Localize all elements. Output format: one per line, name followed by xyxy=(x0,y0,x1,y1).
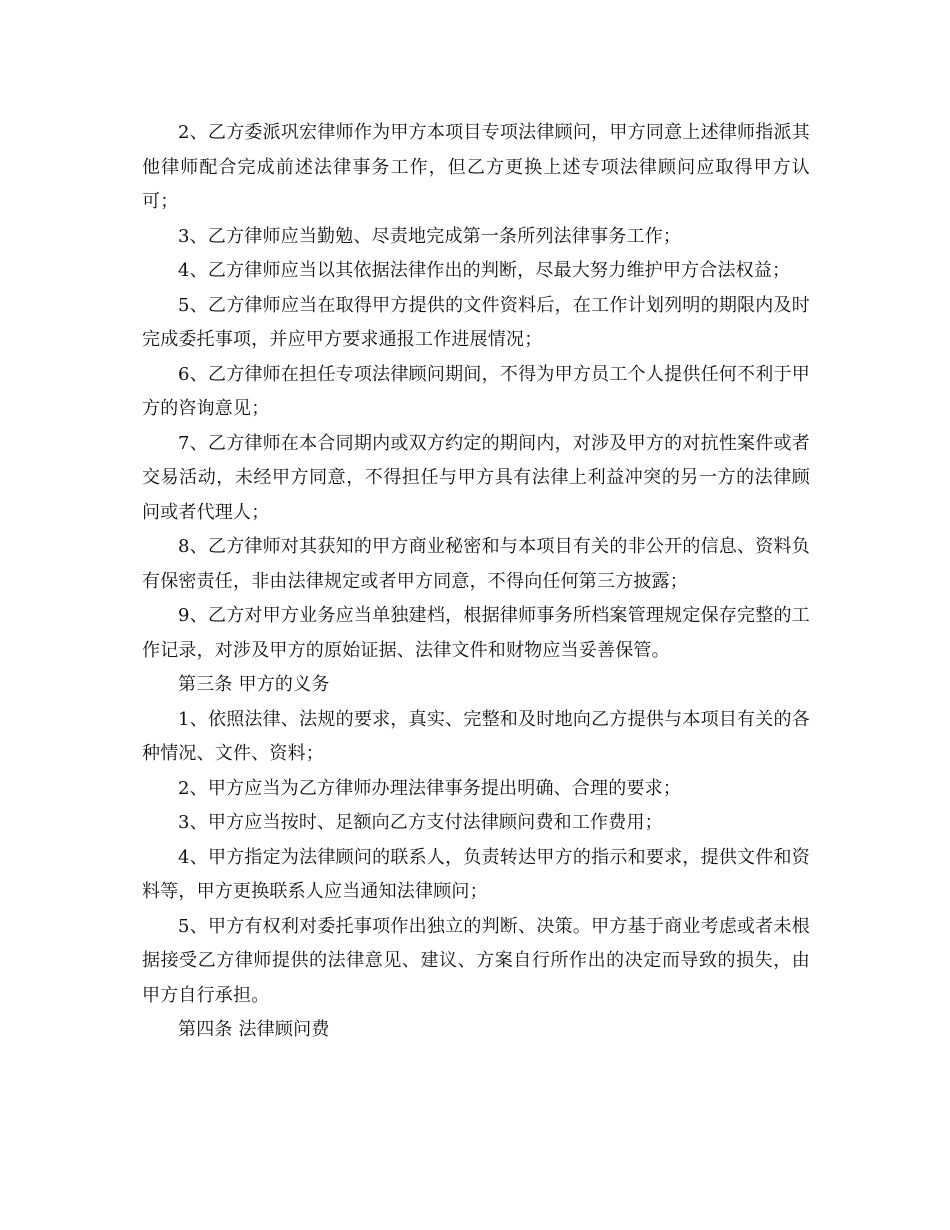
clause-paragraph-8: 8、乙方律师对其获知的甲方商业秘密和与本项目有关的非公开的信息、资料负有保密责任，非由法律规定或者甲方同意，不得向任何第三方披露； xyxy=(142,536,810,592)
obligation-paragraph-2: 2、甲方应当为乙方律师办理法律事务提出明确、合理的要求； xyxy=(178,777,682,799)
obligation-paragraph-5: 5、甲方有权利对委托事项作出独立的判断、决策。甲方基于商业考虑或者未根据接受乙方律师提供的法律意见、建议、方案自行所作出的决定而导致的损失，由甲方自行承担。 xyxy=(142,915,810,1006)
document-body xyxy=(142,116,810,1048)
clause-paragraph-4: 4、乙方律师应当以其依据法律作出的判断，尽最大努力维护甲方合法权益； xyxy=(178,260,791,281)
clause-paragraph-3: 3、乙方律师应当勤勉、尽责地完成第一条所列法律事务工作； xyxy=(178,225,682,247)
section-heading-article-3: 第三条 甲方的义务 xyxy=(178,674,330,695)
section-heading-article-4: 第四条 法律顾问费 xyxy=(178,1019,330,1040)
clause-paragraph-6: 6、乙方律师在担任专项法律顾问期间，不得为甲方员工个人提供任何不利于甲方的咨询意见； xyxy=(142,363,810,419)
clause-paragraph-7: 7、乙方律师在本合同期内或双方约定的期间内，对涉及甲方的对抗性案件或者交易活动，未经甲方同意，不得担任与甲方具有法律上利益冲突的另一方的法律顾问或者代理人； xyxy=(142,432,810,523)
clause-paragraph-2: 2、乙方委派巩宏律师作为甲方本项目专项法律顾问，甲方同意上述律师指派其他律师配合完成前述法律事务工作，但乙方更换上述专项法律顾问应取得甲方认可； xyxy=(142,122,810,212)
obligation-paragraph-1: 1、依照法律、法规的要求，真实、完整和及时地向乙方提供与本项目有关的各种情况、文件、资料； xyxy=(142,708,810,764)
clause-paragraph-5: 5、乙方律师应当在取得甲方提供的文件资料后，在工作计划列明的期限内及时完成委托事项，并应甲方要求通报工作进展情况； xyxy=(142,294,810,350)
clause-paragraph-9: 9、乙方对甲方业务应当单独建档，根据律师事务所档案管理规定保存完整的工作记录，对涉及甲方的原始证据、法律文件和财物应当妥善保管。 xyxy=(142,605,810,661)
obligation-paragraph-3: 3、甲方应当按时、足额向乙方支付法律顾问费和工作费用； xyxy=(178,812,663,833)
obligation-paragraph-4: 4、甲方指定为法律顾问的联系人，负责转达甲方的指示和要求，提供文件和资料等，甲方更换联系人应当通知法律顾问； xyxy=(142,846,810,902)
